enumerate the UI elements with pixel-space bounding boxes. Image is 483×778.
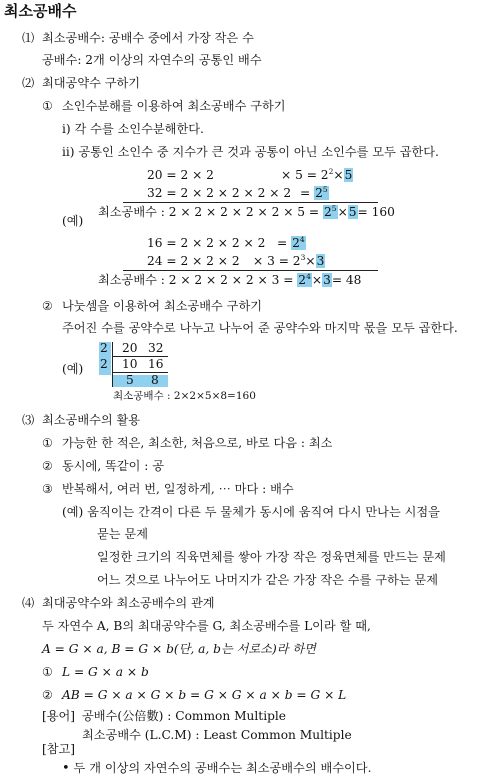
usage-example-2: 일정한 크기의 직육면체를 쌓아 가장 작은 정육면체를 만드는 문제	[97, 550, 446, 564]
page-title: 최소공배수	[4, 2, 77, 20]
section-3-heading: ⑶ 최소공배수의 활용	[22, 413, 141, 427]
example-1-result: 최소공배수 : $2 \times 2 \times 2 \times 2 \times 2 \times 5 = 2^5\times 5= 160$	[98, 204, 395, 219]
term-1: 공배수(公倍數) : Common Multiple	[82, 709, 287, 723]
division-row-1-value-b: 32	[148, 341, 164, 355]
bullet-icon: •	[62, 761, 70, 776]
usage-item-3: ③ 반복해서, 여러 번, 일정하게, ⋯ 마다 : 배수	[42, 482, 294, 496]
example-label: (예)	[62, 214, 84, 228]
method-1-step-ii: ii) 공통인 소인수 중 지수가 큰 것과 공통이 아닌 소인수를 모두 곱한다.	[62, 145, 439, 159]
section-2-heading: ⑵ 최대공약수 구하기	[22, 76, 141, 90]
term-2: 최소공배수 (L.C.M) : Least Common Multiple	[82, 728, 352, 742]
example-1-row-2-result: = $2^5$	[300, 185, 328, 200]
division-row-3-value-b: 8	[151, 373, 159, 387]
relation-line-2: A = G × a, B = G × b(단, a, b는 서로소)라 하면	[42, 642, 316, 656]
division-row-2-divisor: 2	[100, 357, 108, 371]
usage-item-1: ① 가능한 한 적은, 최소한, 처음으로, 바로 다음 : 최소	[42, 436, 333, 450]
note-label: [참고]	[42, 742, 76, 756]
division-line-2	[112, 372, 168, 373]
method-2-description: 주어진 수를 공약수로 나누고 나누어 준 공약수와 마지막 몫을 모두 곱한다.	[62, 321, 458, 335]
section-4-heading: ⑷ 최대공약수와 최소공배수의 관계	[22, 596, 215, 610]
division-row-3-value-a: 5	[126, 373, 134, 387]
method-1-heading: ① 소인수분해를 이용하여 최소공배수 구하기	[42, 99, 286, 113]
method-2-heading: ② 나눗셈을 이용하여 최소공배수 구하기	[42, 299, 262, 313]
formula-2: ② AB = G × a × G × b = G × G × a × b = G × L	[42, 688, 347, 702]
terms-label: [용어]	[42, 709, 76, 723]
example-2-row-2-result: × $3 = 2^3\times 3$	[253, 253, 325, 268]
division-row-1-divisor: 2	[100, 341, 108, 355]
division-bracket	[112, 342, 113, 387]
example-1-divider	[123, 202, 378, 203]
example-2-row-2: 24 = 2 × 2 × 2	[147, 254, 240, 268]
formula-1: ① L = G × a × b	[42, 665, 149, 679]
relation-line-1: 두 자연수 A, B의 최대공약수를 G, 최소공배수를 L이라 할 때,	[42, 619, 371, 633]
division-row-2-value-b: 16	[148, 357, 164, 371]
division-line-1	[112, 356, 168, 357]
example-1-row-2: 32 = 2 × 2 × 2 × 2 × 2	[147, 186, 292, 200]
division-row-2-value-a: 10	[122, 357, 138, 371]
example-2-row-1: 16 = 2 × 2 × 2 × 2	[147, 236, 266, 250]
usage-example-1-cont: 묻는 문제	[97, 527, 148, 541]
method-1-step-i: i) 각 수를 소인수분해한다.	[62, 122, 204, 136]
example-1-row-1-result: × $5 = 2^2\times 5$	[281, 167, 353, 182]
usage-example-1: (예) 움직이는 간격이 다른 두 물체가 동시에 움직여 다시 만나는 시점을	[62, 505, 440, 519]
note-text: • 두 개 이상의 자연수의 공배수는 최소공배수의 배수이다.	[62, 761, 372, 776]
section-1-line-1: ⑴ 최소공배수: 공배수 중에서 가장 작은 수	[22, 31, 254, 45]
usage-item-2: ② 동시에, 똑같이 : 공	[42, 459, 165, 473]
division-result: 최소공배수 : 2×2×5×8=160	[113, 390, 256, 402]
example-2-divider	[123, 270, 378, 271]
quotient-highlight	[112, 375, 168, 387]
usage-example-3: 어느 것으로 나누어도 나머지가 같은 가장 작은 수를 구하는 문제	[97, 573, 438, 587]
example-2-row-1-result: = $2^4$	[277, 235, 305, 250]
example-1-row-1: 20 = 2 × 2	[147, 168, 214, 182]
division-row-1-value-a: 20	[122, 341, 138, 355]
division-example-label: (예)	[62, 362, 84, 376]
section-1-line-2: 공배수: 2개 이상의 자연수의 공통인 배수	[42, 53, 262, 67]
example-2-result: 최소공배수 : $2 \times 2 \times 2 \times 2 \times 3 = 2^4\times 3= 48$	[98, 272, 362, 287]
